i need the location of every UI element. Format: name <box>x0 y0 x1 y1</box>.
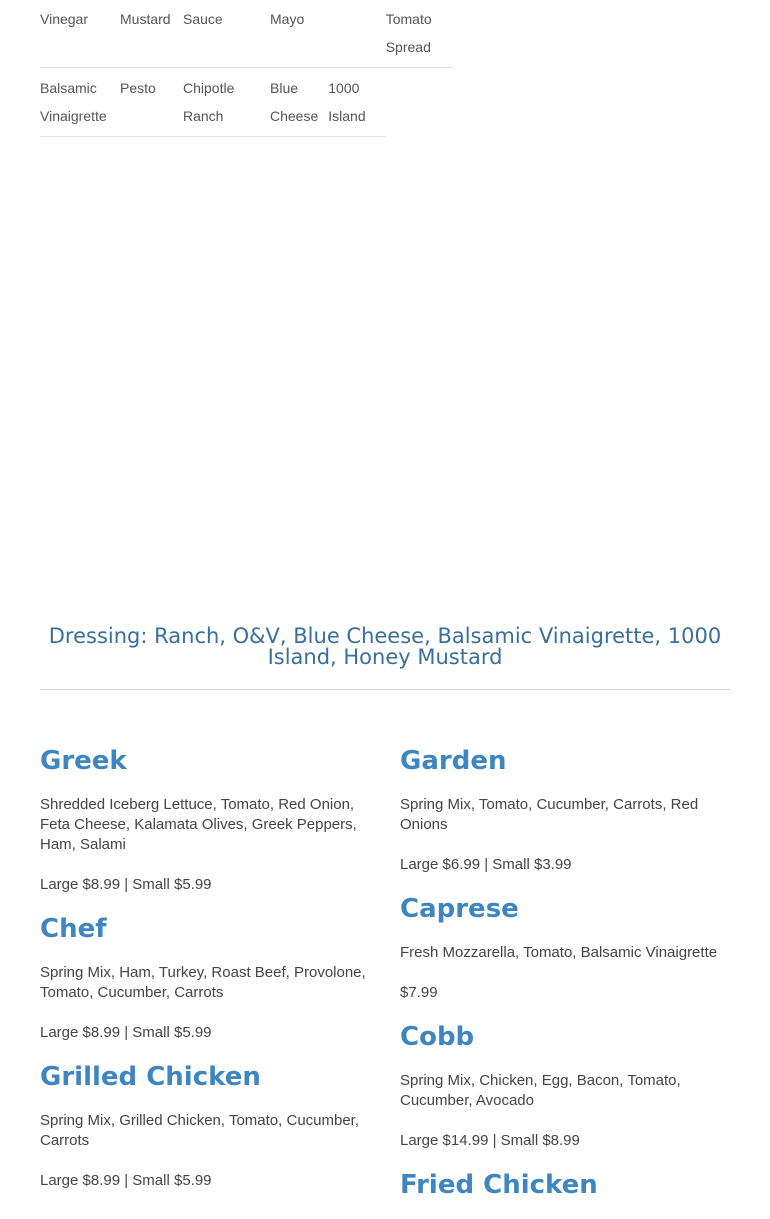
menu-item-name: Greek <box>40 746 127 776</box>
table-cell: Vinegar <box>40 0 120 68</box>
table-cell: Tomato Spread <box>386 0 453 68</box>
menu-item-description: Spring Mix, Ham, Turkey, Roast Beef, Provolone, Tomato, Cucumber, Carrots <box>40 964 366 1001</box>
menu-item-price: Large $8.99 | Small $5.99 <box>40 876 212 893</box>
table-cell: 1000 Island <box>328 68 385 137</box>
menu-item-description: Spring Mix, Grilled Chicken, Tomato, Cucumber, Carrots <box>40 1112 360 1149</box>
menu-item-price: Large $8.99 | Small $5.99 <box>40 1172 212 1189</box>
menu-item-name: Cobb <box>400 1022 475 1052</box>
menu-item-price: Large $8.99 | Small $5.99 <box>40 1024 212 1041</box>
menu-item-name: Caprese <box>400 894 519 924</box>
dressing-heading: Dressing: Ranch, O&V, Blue Cheese, Balsamic Vinaigrette, 1000 Island, Honey Mustard <box>48 624 722 669</box>
menu-column-right <box>400 742 730 1219</box>
menu-item <box>40 910 370 1043</box>
table-cell: Pesto <box>120 68 183 137</box>
menu-item-name: Grilled Chicken <box>40 1062 261 1092</box>
menu-item-description: Shredded Iceberg Lettuce, Tomato, Red Onion, Feta Cheese, Kalamata Olives, Greek Peppers, Ham, Salami <box>40 796 357 853</box>
menu-item-name: Fried Chicken <box>400 1170 598 1200</box>
menu-item-description: Fresh Mozzarella, Tomato, Balsamic Vinaigrette <box>400 944 718 961</box>
section-divider <box>40 689 730 690</box>
menu-item-name: Garden <box>400 746 507 776</box>
menu-item-description: Spring Mix, Chicken, Egg, Bacon, Tomato, Cucumber, Avocado <box>400 1072 681 1109</box>
table-cell: Chipotle Ranch <box>183 68 270 137</box>
table-cell: Mustard <box>120 0 183 68</box>
menu-column-left <box>40 742 370 1206</box>
table-cell <box>386 68 453 137</box>
menu-item-price: Large $6.99 | Small $3.99 <box>400 856 572 873</box>
table-cell: Blue Cheese <box>270 68 328 137</box>
menu-item <box>400 1018 730 1151</box>
table-cell <box>328 0 385 68</box>
menu-item <box>400 890 730 1003</box>
table-cell: Mayo <box>270 0 328 68</box>
menu-item <box>40 1058 370 1191</box>
menu-item-price: Large $14.99 | Small $8.99 <box>400 1132 580 1149</box>
table-cell: Balsamic Vinaigrette <box>40 68 120 137</box>
table-cell: Sauce <box>183 0 270 68</box>
menu-item-description: Spring Mix, Tomato, Cucumber, Carrots, Red Onions <box>400 796 699 833</box>
table-row <box>40 68 453 137</box>
table-row <box>40 0 453 68</box>
sauce-table <box>40 0 453 137</box>
menu-item-name: Chef <box>40 914 107 944</box>
menu-item <box>400 742 730 875</box>
menu-item <box>400 1166 730 1204</box>
menu-item-price: $7.99 <box>400 984 438 1001</box>
menu-item <box>40 742 370 895</box>
